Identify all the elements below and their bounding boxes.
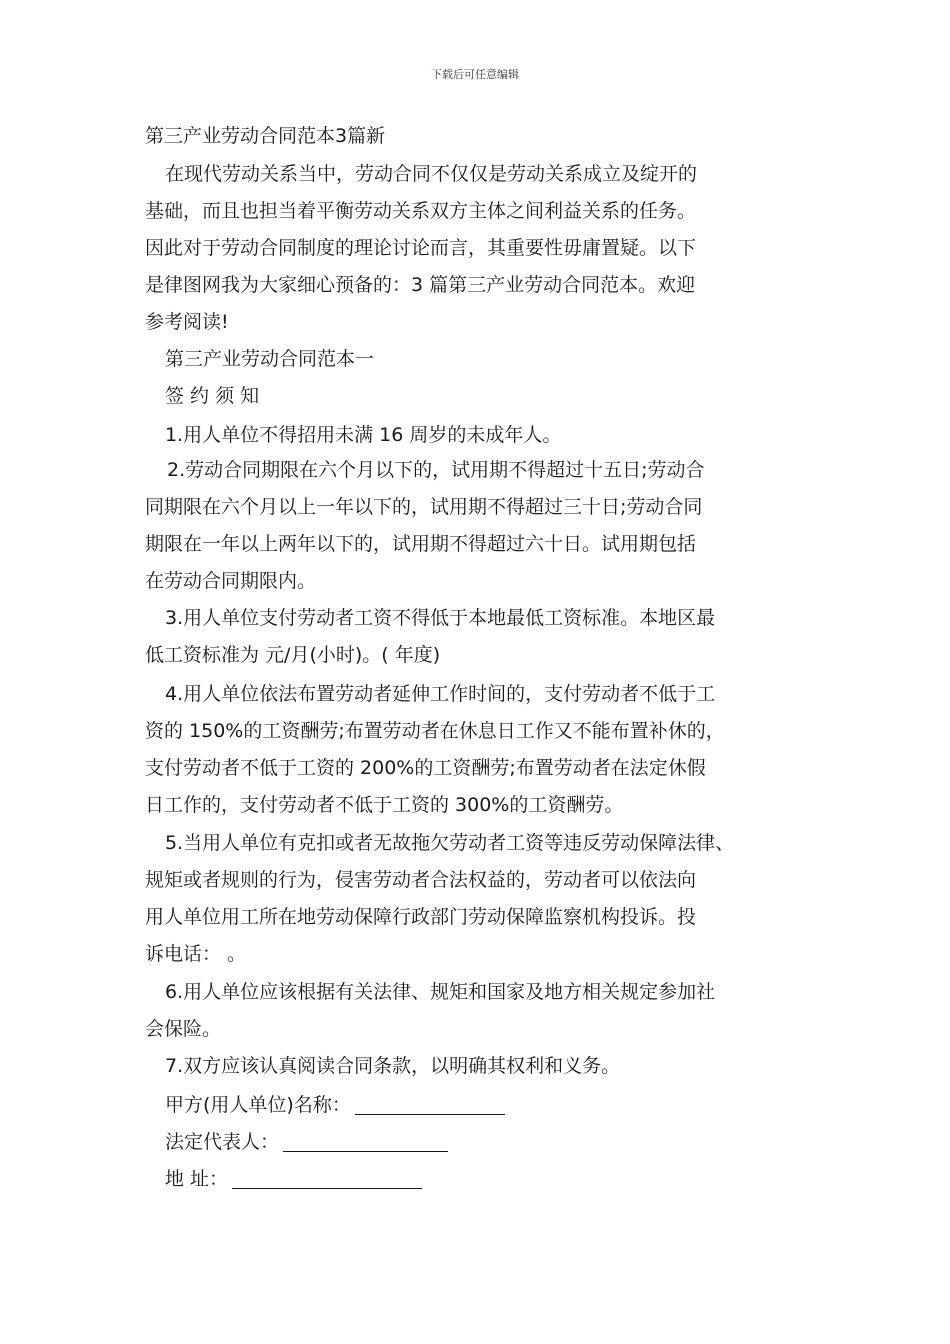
party-a-name-label: 甲方(用人单位)名称： (165, 1094, 351, 1116)
notice-item-7 (145, 1048, 825, 1085)
section-title: 第三产业劳动合同范本一 (165, 348, 375, 370)
notice-line: 用人单位用工所在地劳动保障行政部门劳动保障监察机构投诉。投 (145, 906, 697, 928)
notice-heading: 签 约 须 知 (165, 385, 260, 407)
legal-representative-blank[interactable] (283, 1129, 448, 1152)
address-label: 地 址： (165, 1168, 229, 1190)
notice-line: 1.用人单位不得招用未满 16 周岁的未成年人。 (165, 424, 562, 446)
notice-line: 2.劳动合同期限在六个月以下的，试用期不得超过十五日;劳动合 (167, 459, 705, 481)
notice-line: 资的 150%的工资酬劳;布置劳动者在休息日工作又不能布置补休的， (145, 720, 725, 742)
notice-item-5 (145, 825, 825, 973)
intro-line: 因此对于劳动合同制度的理论讨论而言，其重要性毋庸置疑。以下 (145, 237, 697, 259)
notice-line: 低工资标准为 元/月(小时)。( 年度) (145, 644, 441, 666)
notice-item-3 (145, 600, 825, 674)
notice-item-2 (145, 452, 825, 600)
notice-line: 规矩或者规则的行为，侵害劳动者合法权益的，劳动者可以依法向 (145, 869, 697, 891)
notice-line: 3.用人单位支付劳动者工资不得低于本地最低工资标准。本地区最 (165, 607, 716, 629)
intro-line: 参考阅读! (145, 311, 229, 333)
notice-item-6 (145, 974, 825, 1048)
notice-line: 6.用人单位应该根据有关法律、规矩和国家及地方相关规定参加社 (165, 981, 716, 1003)
address-row (145, 1161, 825, 1198)
address-blank[interactable] (232, 1166, 422, 1189)
notice-item-4 (145, 676, 825, 824)
signature-fields (145, 1087, 825, 1198)
legal-representative-label: 法定代表人： (165, 1131, 280, 1153)
document-title: 第三产业劳动合同范本3篇新 (145, 125, 386, 147)
intro-paragraph (145, 156, 825, 341)
notice-line: 支付劳动者不低于工资的 200%的工资酬劳;布置劳动者在法定休假 (145, 757, 706, 779)
notice-line: 4.用人单位依法布置劳动者延伸工作时间的，支付劳动者不低于工 (165, 683, 716, 705)
notice-line: 同期限在六个月以上一年以下的，试用期不得超过三十日;劳动合同 (145, 496, 703, 518)
notice-line: 期限在一年以上两年以下的，试用期不得超过六十日。试用期包括 (145, 533, 697, 555)
legal-representative-row (145, 1124, 825, 1161)
intro-line: 在现代劳动关系当中，劳动合同不仅仅是劳动关系成立及绽开的 (165, 163, 698, 185)
notice-line: 在劳动合同期限内。 (145, 570, 317, 592)
section-heading-block (145, 341, 825, 415)
party-a-name-blank[interactable] (355, 1092, 505, 1115)
page-header-note: 下载后可任意编辑 (431, 68, 519, 81)
notice-line: 诉电话： 。 (145, 943, 247, 965)
intro-line: 基础，而且也担当着平衡劳动关系双方主体之间利益关系的任务。 (145, 200, 697, 222)
intro-line: 是律图网我为大家细心预备的：3 篇第三产业劳动合同范本。欢迎 (145, 274, 696, 296)
notice-line: 会保险。 (145, 1018, 222, 1040)
party-a-name-row (145, 1087, 825, 1124)
notice-line: 7.双方应该认真阅读合同条款，以明确其权利和义务。 (165, 1055, 621, 1077)
notice-item-1 (145, 417, 825, 454)
notice-line: 日工作的，支付劳动者不低于工资的 300%的工资酬劳。 (145, 794, 624, 816)
notice-line: 5.当用人单位有克扣或者无故拖欠劳动者工资等违反劳动保障法律、 (165, 832, 735, 854)
